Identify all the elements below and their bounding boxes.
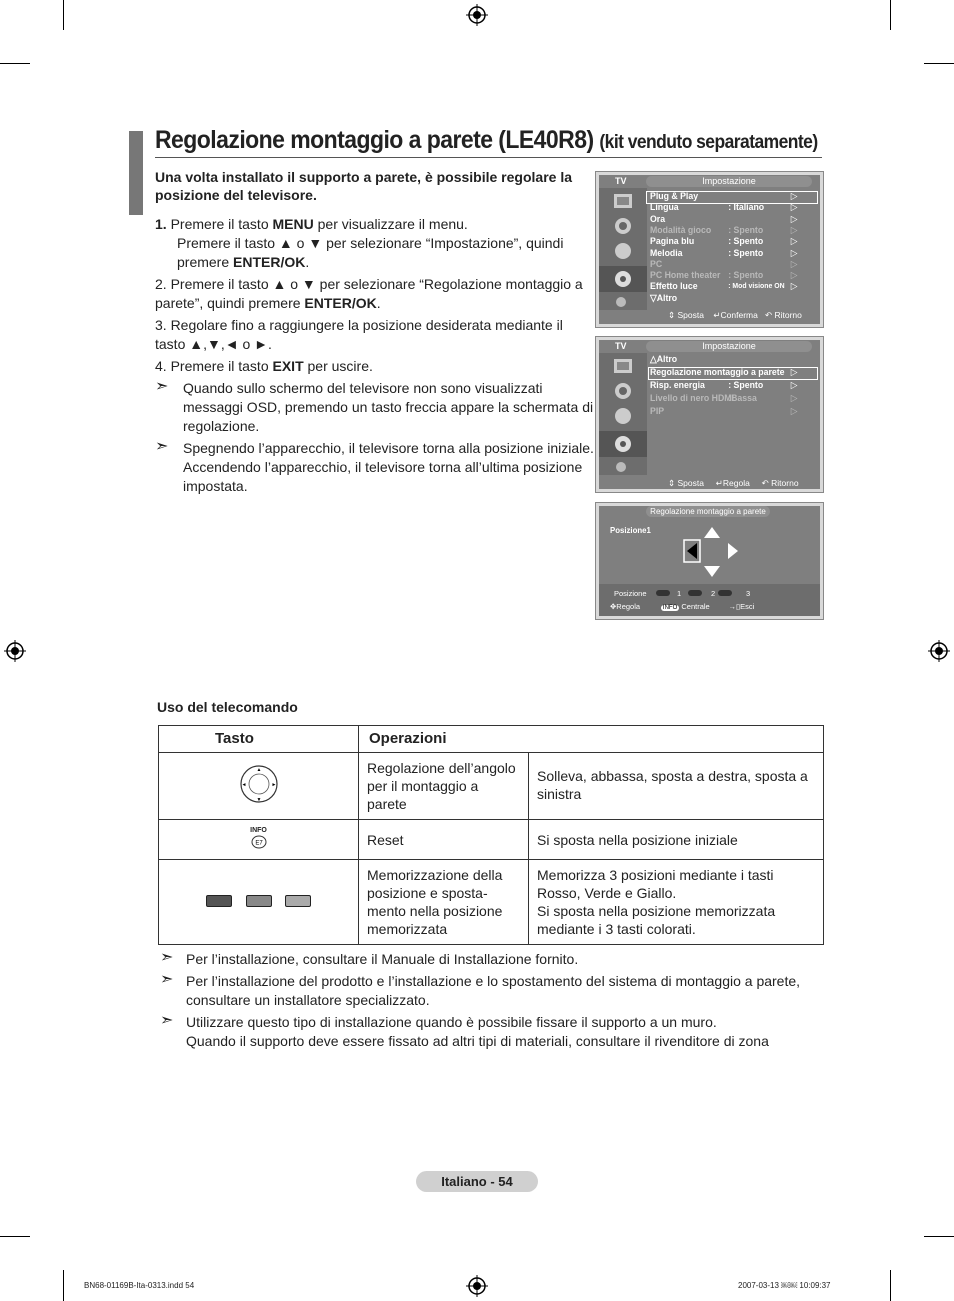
foot-regola: Regola xyxy=(616,602,641,611)
picture-menu-icon xyxy=(600,354,646,378)
osd-impostazione-1 xyxy=(595,171,824,328)
osd-item-label: PC xyxy=(650,258,663,270)
foot-centrale: Centrale xyxy=(681,602,710,611)
direction-pad-icon xyxy=(239,764,279,804)
green-button-icon xyxy=(246,895,272,907)
slot-num: 1 xyxy=(677,589,682,598)
crop-mark xyxy=(63,1270,64,1301)
uso-heading: Uso del telecomando xyxy=(157,699,298,715)
arrow-note-icon: ➣ xyxy=(160,971,174,988)
submenu-arrow-icon: ▷ xyxy=(790,406,798,417)
steps xyxy=(155,215,595,499)
arrow-note-icon: ➣ xyxy=(160,1012,174,1029)
foot-ritorno: Ritorno xyxy=(771,478,799,488)
info-label: INFO xyxy=(250,826,267,834)
osd-item-label: Livello di nero HDMI xyxy=(650,393,735,404)
table-row xyxy=(159,860,824,945)
arrow-note-icon: ➣ xyxy=(155,378,169,395)
osd-menu-item[interactable] xyxy=(650,213,798,225)
direction-arrows-icon xyxy=(682,524,738,580)
cell-desc-b: Si sposta nella posizione memorizzata mediante i 3 tasti colorati. xyxy=(537,903,776,937)
registration-mark-icon xyxy=(466,4,488,26)
input-menu-icon xyxy=(600,457,646,481)
table-header-row xyxy=(159,726,824,753)
yellow-button-icon xyxy=(285,895,311,907)
channel-menu-icon xyxy=(600,239,646,263)
bottom-note-text: Utilizzare questo tipo di installazione quando è possibile fissare il supporto a un muro. xyxy=(186,1014,717,1030)
footer-file: BN68-01169B-Ita-0313.indd 54 xyxy=(84,1281,195,1290)
osd-menu-item[interactable] xyxy=(650,293,677,304)
osd-menu-item[interactable] xyxy=(650,191,798,202)
exit-key: EXIT xyxy=(272,358,304,374)
step-1-text-d: . xyxy=(305,254,310,270)
osd-item-label: Regolazione montaggio a parete xyxy=(650,367,785,378)
osd-item-label: PIP xyxy=(650,406,665,417)
red-slot xyxy=(656,590,670,596)
enter-key: ENTER/OK xyxy=(233,254,306,270)
osd-item-value: : Spento xyxy=(728,247,764,259)
osd-item-label: PC Home theater xyxy=(650,270,721,282)
return-icon: ↶ xyxy=(764,310,773,320)
note-1-text: Quando sullo schermo del televisore non sono visualizzati messaggi OSD, premendo un tasto freccia appare la schermata di regolazione. xyxy=(183,380,594,434)
svg-text:►: ► xyxy=(271,782,276,788)
osd-header: Impostazione xyxy=(646,176,812,187)
key-cell xyxy=(159,753,359,820)
svg-text:E7: E7 xyxy=(254,840,263,846)
posizione-label: Posizione xyxy=(614,589,647,598)
cell-desc xyxy=(529,860,824,945)
sound-menu-icon xyxy=(600,379,646,403)
osd-header: Regolazione montaggio a parete xyxy=(646,506,770,517)
bottom-note xyxy=(160,1013,824,1051)
foot-sposta: Sposta xyxy=(677,310,704,320)
step-1-text-a: Premere il tasto xyxy=(170,216,273,232)
bottom-note xyxy=(160,972,824,1010)
osd-item-value: :Bassa xyxy=(728,393,757,404)
osd-footer xyxy=(668,478,799,489)
step-1-text-b: per visualizzare il menu. xyxy=(313,216,468,232)
picture-menu-icon xyxy=(600,189,646,213)
cell-op: Reset xyxy=(359,820,529,860)
setup-gear-icon xyxy=(600,432,646,456)
svg-text:▲: ▲ xyxy=(256,767,261,773)
osd-menu-item[interactable] xyxy=(650,281,798,293)
osd-item-value: : Spento xyxy=(728,380,764,391)
step-4-text-b: per uscire. xyxy=(303,358,373,374)
osd-menu-item[interactable] xyxy=(650,202,798,214)
submenu-arrow-icon: ▷ xyxy=(790,213,798,225)
osd-tv-label: TV xyxy=(615,176,627,186)
step-2 xyxy=(155,275,595,313)
step-3: 3. Regolare fino a raggiungere la posizione desiderata mediante il tasto ▲,▼,◄ o ►. xyxy=(155,317,563,352)
foot-sposta: Sposta xyxy=(677,478,704,488)
crop-mark xyxy=(924,63,954,64)
table-row xyxy=(159,753,824,820)
crop-mark xyxy=(0,1236,30,1237)
cell-desc: Si sposta nella posizione iniziale xyxy=(529,820,824,860)
step-2-text-a: 2. Premere il tasto ▲ o ▼ per selezionare “Regolazione montaggio a parete”, quindi premere xyxy=(155,276,583,311)
osd-impostazione-2 xyxy=(595,336,824,493)
osd-menu-item[interactable] xyxy=(650,354,677,365)
channel-menu-icon xyxy=(600,404,646,428)
foot-conferma: Conferma xyxy=(720,310,758,320)
osd-menu-item[interactable] xyxy=(650,367,798,378)
osd-footer xyxy=(668,310,802,321)
submenu-arrow-icon: ▷ xyxy=(790,393,798,404)
title-main: Regolazione montaggio a parete (LE40R8) xyxy=(155,126,594,154)
svg-text:◄: ◄ xyxy=(241,782,246,788)
osd-item-value: : Spento xyxy=(728,224,764,236)
setup-gear-icon xyxy=(600,267,646,291)
submenu-arrow-icon: ▷ xyxy=(790,380,798,391)
osd-item-label: Plug & Play xyxy=(650,191,699,202)
title-sub: (kit venduto separatamente) xyxy=(599,132,818,153)
osd-footer xyxy=(610,602,754,611)
submenu-arrow-icon: ▷ xyxy=(790,281,798,293)
title-accent-bar xyxy=(129,131,143,215)
page-number: Italiano - 54 xyxy=(416,1171,538,1192)
osd-item-value: : Italiano xyxy=(728,202,765,214)
step-4 xyxy=(155,357,595,376)
registration-mark-icon xyxy=(466,1275,488,1297)
red-button-icon xyxy=(206,895,232,907)
yellow-slot xyxy=(718,590,732,596)
osd-menu-item[interactable] xyxy=(650,236,798,248)
enter-icon: ↵ xyxy=(715,478,723,488)
crop-mark xyxy=(890,1270,891,1301)
intro-text: Una volta installato il supporto a parete, è possibile regolare la posizione del televisore. xyxy=(155,169,572,203)
foot-esci: Esci xyxy=(740,602,755,611)
osd-tv-label: TV xyxy=(615,341,627,351)
table-row xyxy=(159,820,824,860)
note-2b-text: Accendendo l’apparecchio, il televisore torna all’ultima posizione impostata. xyxy=(183,459,583,494)
move-icon: ⇕ xyxy=(668,310,676,320)
osd-item-label: Lingua xyxy=(650,202,679,214)
cell-desc-a: Memorizza 3 posizioni mediante i tasti Rosso, Verde e Giallo. xyxy=(537,867,774,901)
submenu-arrow-icon: ▷ xyxy=(790,236,798,248)
osd-menu-item[interactable] xyxy=(650,393,798,404)
step-1 xyxy=(155,215,595,234)
title-rule xyxy=(155,157,822,158)
slot-num: 2 xyxy=(711,589,716,598)
osd-item-label: Risp. energia xyxy=(650,380,705,391)
submenu-arrow-icon: ▷ xyxy=(790,202,798,214)
crop-mark xyxy=(890,0,891,30)
sound-menu-icon xyxy=(600,214,646,238)
foot-ritorno: Ritorno xyxy=(774,310,802,320)
step-2-text-b: . xyxy=(376,295,381,311)
green-slot xyxy=(688,590,702,596)
osd-item-label: Pagina blu xyxy=(650,236,695,248)
slot-num: 3 xyxy=(746,589,751,598)
note-1 xyxy=(155,379,595,436)
note-2 xyxy=(155,439,595,496)
cell-desc: Solleva, abbassa, sposta a destra, sposta a sinistra xyxy=(529,753,824,820)
submenu-arrow-icon: ▷ xyxy=(790,224,798,236)
info-button-icon xyxy=(251,835,267,849)
bottom-note-text-b: Quando il supporto deve essere fissato ad altri tipi di materiali, consultare il rivenditore di zona xyxy=(186,1033,769,1049)
submenu-arrow-icon: ▷ xyxy=(790,258,798,270)
osd-menu-item[interactable] xyxy=(650,247,798,259)
crop-mark xyxy=(63,0,64,30)
header-tasto: Tasto xyxy=(159,726,359,753)
osd-menu-item[interactable] xyxy=(650,224,798,236)
osd-header: Impostazione xyxy=(646,341,812,352)
info-key-icon: INFO xyxy=(662,605,678,611)
registration-mark-icon xyxy=(4,640,26,662)
crop-mark xyxy=(924,1236,954,1237)
submenu-arrow-icon: ▷ xyxy=(790,367,798,378)
page-title xyxy=(155,126,818,155)
submenu-arrow-icon: ▷ xyxy=(790,270,798,282)
osd-menu-item[interactable] xyxy=(650,270,798,282)
svg-text:▼: ▼ xyxy=(256,797,261,803)
header-operazioni: Operazioni xyxy=(359,726,824,753)
step-4-text-a: 4. Premere il tasto xyxy=(155,358,273,374)
return-icon: ↶ xyxy=(761,478,769,488)
osd-item-label: Effetto luce xyxy=(650,281,698,293)
osd-menu-item[interactable] xyxy=(650,258,798,270)
osd-item-label: Modalità gioco xyxy=(650,224,712,236)
step-1-cont xyxy=(155,234,595,272)
crop-mark xyxy=(0,63,30,64)
move-icon: ⇕ xyxy=(668,478,676,488)
registration-mark-icon xyxy=(928,640,950,662)
enter-icon: ↵ xyxy=(713,310,721,320)
key-cell xyxy=(159,860,359,945)
enter-key: ENTER/OK xyxy=(304,295,377,311)
osd-menu-item[interactable] xyxy=(650,380,798,391)
cell-op: Memorizzazione della posizione e sposta-mento nella posizione memorizzata xyxy=(359,860,529,945)
menu-key: MENU xyxy=(272,216,314,232)
bottom-notes xyxy=(160,950,824,1054)
osd-item-label: △Altro xyxy=(650,354,678,365)
cell-op: Regolazione dell’angolo per il montaggio a parete xyxy=(359,753,529,820)
arrow-note-icon: ➣ xyxy=(160,949,174,966)
move-icon: ✥ xyxy=(610,602,617,611)
input-menu-icon xyxy=(600,292,646,316)
bottom-note-text: Per l’installazione del prodotto e l’installazione e lo spostamento del sistema di montaggio a parete, consultare un installatore specializzato. xyxy=(186,973,801,1008)
osd-item-value: : Mod visione ON xyxy=(728,281,785,291)
bottom-note xyxy=(160,950,824,969)
osd-menu-item[interactable] xyxy=(650,406,798,417)
osd-item-label: Melodia xyxy=(650,247,683,259)
position-label: Posizione1 xyxy=(610,525,651,535)
key-cell xyxy=(159,820,359,860)
operations-table xyxy=(158,725,824,945)
osd-item-label: ▽Altro xyxy=(650,292,678,304)
osd-item-value: : Spento xyxy=(728,270,764,282)
step-1-text-c: Premere il tasto ▲ o ▼ per selezionare “Impostazione”, quindi premere xyxy=(177,235,564,270)
submenu-arrow-icon: ▷ xyxy=(790,191,798,202)
arrow-note-icon: ➣ xyxy=(155,438,169,455)
footer-date: 2007-03-13 ￼￼ 10:09:37 xyxy=(738,1281,831,1290)
step-1-num: 1. xyxy=(155,216,167,232)
foot-regola: Regola xyxy=(722,478,750,488)
osd-wall-mount xyxy=(595,502,824,620)
note-2-text: Spegnendo l’apparecchio, il televisore torna alla posizione iniziale. xyxy=(183,440,594,456)
exit-icon: →▯ xyxy=(728,602,741,611)
submenu-arrow-icon: ▷ xyxy=(790,247,798,259)
osd-item-value: : Spento xyxy=(728,236,764,248)
osd-item-label: Ora xyxy=(650,213,666,225)
bottom-note-text: Per l’installazione, consultare il Manuale di Installazione fornito. xyxy=(186,951,579,967)
